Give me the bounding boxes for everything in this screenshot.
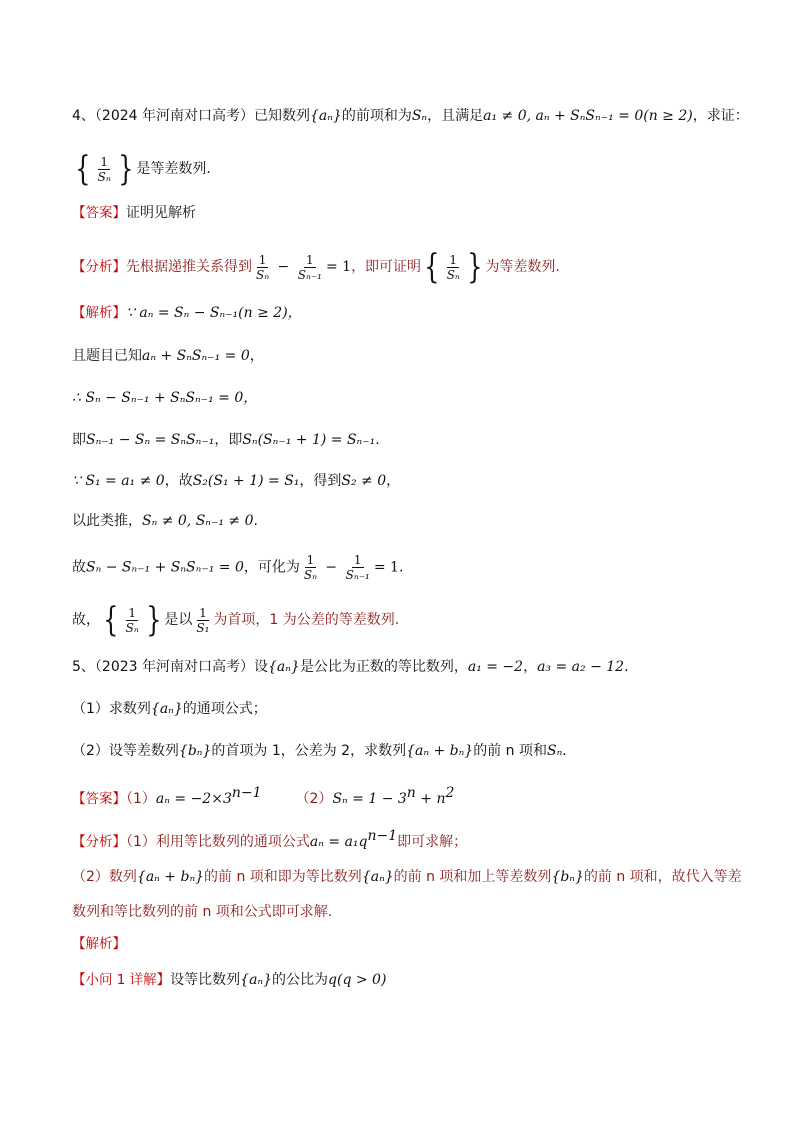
- q5-line-1: 5、（2023 年河南对口高考）设{aₙ}是公比为正数的等比数列，a₁ = −2，a₃ = a₂ − 12．: [72, 659, 639, 675]
- q5-answer: 【答案】$(1)a_n = -2\times 3^{n-1}$ $(2)S_n = 1 - 3^n + n^2$: [72, 785, 455, 807]
- q4-step-4: 即Sₙ₋₁ − Sₙ = SₙSₙ₋₁，即Sₙ(Sₙ₋₁ + 1) = Sₙ₋₁.: [72, 432, 380, 448]
- q5-jiexi: 【解析】: [72, 936, 126, 952]
- q4-step-6: 以此类推，Sₙ ≠ 0, Sₙ₋₁ ≠ 0.: [72, 513, 258, 529]
- q4-step-2: 且题目已知aₙ + SₙSₙ₋₁ = 0，: [72, 348, 264, 364]
- q5-detail-1: 【小问 1 详解】设等比数列{aₙ}的公比为q(q > 0): [72, 972, 387, 988]
- q4-step-5: ∵ S₁ = a₁ ≠ 0，故S₂(S₁ + 1) = S₁，得到S₂ ≠ 0，: [72, 473, 401, 489]
- q4-line-1: 4、（2024 年河南对口高考）已知数列{aₙ}的前项和为Sₙ，且满足a₁ ≠ 0, aₙ + SₙSₙ₋₁ = 0(n ≥ 2)，求证：: [72, 108, 749, 124]
- q4-step-7: 故Sₙ − Sₙ₋₁ + SₙSₙ₋₁ = 0，可化为 $\frac{1}{\text{Sₙ}}$ − $\frac{1}{\text{Sₙ₋₁}}$ = 1.: [72, 553, 404, 582]
- q5-part-2: （2）设等差数列{bₙ}的首项为 1，公差为 2，求数列{aₙ + bₙ}的前 n 项和Sₙ．: [72, 743, 577, 759]
- q4-conclusion: 故， { $\frac{1}{\text{Sₙ}}$ } 是以 $\frac{1}{\text{S₁}}$ 为首项，1 为公差的等差数列.: [72, 600, 400, 640]
- q4-jiexi: 【解析】∵ aₙ = Sₙ − Sₙ₋₁(n ≥ 2)，: [72, 305, 302, 321]
- q5-analysis-2: （2）数列{aₙ + bₙ}的前 n 项和即为等比数列{aₙ}的前 n 项和加上等差数列{bₙ}的前 n 项和，故代入等差: [72, 869, 742, 885]
- q5-analysis-3: 数列和等比数列的前 n 项和公式即可求解.: [72, 904, 333, 920]
- q4-line-2: { $\frac{1}{\text{Sₙ}}$ } 是等差数列．: [72, 152, 734, 186]
- q5-part-1: （1）求数列{aₙ}的通项公式；: [72, 701, 267, 717]
- q4-analysis: 【分析】先根据递推关系得到 $\frac{1}{\text{Sₙ}}$ − $\frac{1}{\text{Sₙ₋₁}}$ = 1，即可证明 { $\frac{1}{\text{Sₙ}}$ } 为等差数列.: [72, 247, 560, 287]
- q5-analysis-1: 【分析】（1）利用等比数列的通项公式$a_n = a_1q^{n-1}$即可求解；: [72, 828, 468, 850]
- q4-step-3: ∴ Sₙ − Sₙ₋₁ + SₙSₙ₋₁ = 0，: [72, 390, 258, 406]
- q4-answer: 【答案】证明见解析: [72, 205, 196, 221]
- q4-seq-reciprocal: { $\frac{1}{\text{Sₙ}}$ }: [75, 149, 134, 189]
